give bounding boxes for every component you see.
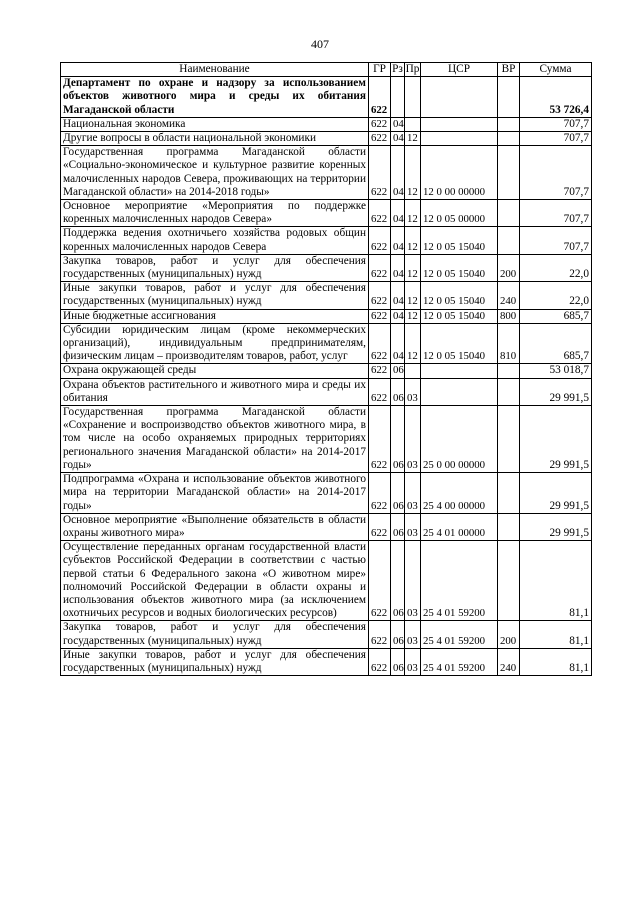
row-vr-code: 240: [498, 648, 520, 675]
row-vr-code: [498, 473, 520, 514]
row-name: Основное мероприятие «Мероприятия по поддержке коренных малочисленных народов Севера»: [61, 200, 369, 227]
row-gr-code: 622: [369, 541, 391, 621]
table-row: [61, 541, 592, 621]
header-vr: ВР: [498, 63, 520, 77]
row-rz-code: [391, 77, 405, 118]
row-amount: 81,1: [520, 648, 592, 675]
table-row: [61, 146, 592, 200]
table-row: [61, 513, 592, 540]
budget-table: [60, 62, 592, 676]
table-row: [61, 621, 592, 648]
row-name: Государственная программа Магаданской области «Сохранение и воспроизводство объектов животного мира, в том числе на особо охраняемых природных территориях регионального значения Магаданской области» на 2014-2017 годы»: [61, 406, 369, 473]
row-name: Осуществление переданных органам государственной власти субъектов Российской Федерации в соответствии с частью первой статьи 6 Федерального закона «О животном мире» полномочий Российской Федерации в области охраны и использования объектов животного мира (за исключением охотничьих ресурсов и водных биологических ресурсов): [61, 541, 369, 621]
table-row: [61, 117, 592, 131]
row-pr-code: 12: [405, 323, 421, 364]
row-rz-code: 04: [391, 254, 405, 281]
row-rz-code: 06: [391, 621, 405, 648]
row-gr-code: 622: [369, 473, 391, 514]
row-vr-code: [498, 541, 520, 621]
row-csr-code: [421, 117, 498, 131]
row-amount: 685,7: [520, 309, 592, 323]
row-gr-code: 622: [369, 323, 391, 364]
row-amount: 29 991,5: [520, 378, 592, 405]
table-row: [61, 309, 592, 323]
header-name: Наименование: [61, 63, 369, 77]
row-vr-code: 810: [498, 323, 520, 364]
row-vr-code: 240: [498, 282, 520, 309]
row-rz-code: 06: [391, 541, 405, 621]
row-name: Охрана окружающей среды: [61, 364, 369, 378]
row-pr-code: 03: [405, 541, 421, 621]
row-csr-code: 12 0 05 15040: [421, 323, 498, 364]
row-csr-code: 25 0 00 00000: [421, 406, 498, 473]
row-vr-code: [498, 378, 520, 405]
row-vr-code: [498, 200, 520, 227]
row-name: Охрана объектов растительного и животного мира и среды их обитания: [61, 378, 369, 405]
row-name: Подпрограмма «Охрана и использование объектов животного мира на территории Магаданской области» на 2014-2017 годы»: [61, 473, 369, 514]
table-row: [61, 406, 592, 473]
header-pr: Пр: [405, 63, 420, 75]
row-rz-code: 06: [391, 364, 405, 378]
row-amount: 53 726,4: [520, 77, 592, 118]
table-body: [61, 77, 592, 676]
row-csr-code: [421, 77, 498, 118]
row-gr-code: 622: [369, 309, 391, 323]
row-csr-code: 12 0 05 00000: [421, 200, 498, 227]
row-name: Закупка товаров, работ и услуг для обеспечения государственных (муниципальных) нужд: [61, 621, 369, 648]
header-rz: Рз: [392, 63, 403, 75]
row-name: Департамент по охране и надзору за использованием объектов животного мира и среды их обитания Магаданской области: [61, 77, 369, 118]
row-pr-code: 03: [405, 513, 421, 540]
row-name: Иные закупки товаров, работ и услуг для обеспечения государственных (муниципальных) нужд: [61, 282, 369, 309]
row-gr-code: 622: [369, 513, 391, 540]
table-row: [61, 364, 592, 378]
table-row: [61, 77, 592, 118]
row-rz-code: 04: [391, 146, 405, 200]
row-gr-code: 622: [369, 132, 391, 146]
row-pr-code: [405, 364, 421, 378]
row-vr-code: 200: [498, 621, 520, 648]
row-gr-code: 622: [369, 77, 391, 118]
row-amount: 29 991,5: [520, 513, 592, 540]
row-pr-code: 12: [405, 282, 421, 309]
row-name: Национальная экономика: [61, 117, 369, 131]
row-pr-code: 12: [405, 254, 421, 281]
row-csr-code: 25 4 01 00000: [421, 513, 498, 540]
table-row: [61, 227, 592, 254]
table-row: [61, 323, 592, 364]
table-row: [61, 282, 592, 309]
row-amount: 81,1: [520, 621, 592, 648]
row-csr-code: [421, 132, 498, 146]
row-amount: 29 991,5: [520, 473, 592, 514]
row-amount: 53 018,7: [520, 364, 592, 378]
row-pr-code: 12: [405, 200, 421, 227]
table-row: [61, 254, 592, 281]
row-rz-code: 04: [391, 117, 405, 131]
row-pr-code: [405, 117, 421, 131]
row-rz-code: 06: [391, 473, 405, 514]
row-csr-code: 12 0 00 00000: [421, 146, 498, 200]
row-gr-code: 622: [369, 378, 391, 405]
row-rz-code: 04: [391, 132, 405, 146]
row-rz-code: 04: [391, 200, 405, 227]
row-name: Поддержка ведения охотничьего хозяйства родовых общин коренных малочисленных народов Севера: [61, 227, 369, 254]
row-amount: 29 991,5: [520, 406, 592, 473]
table-row: [61, 648, 592, 675]
table-row: [61, 132, 592, 146]
row-pr-code: 03: [405, 473, 421, 514]
row-name: Иные закупки товаров, работ и услуг для обеспечения государственных (муниципальных) нужд: [61, 648, 369, 675]
row-gr-code: 622: [369, 254, 391, 281]
row-amount: 707,7: [520, 117, 592, 131]
row-csr-code: 12 0 05 15040: [421, 227, 498, 254]
table-row: [61, 473, 592, 514]
row-pr-code: 03: [405, 406, 421, 473]
table-header-row: [61, 63, 592, 77]
row-gr-code: 622: [369, 200, 391, 227]
row-vr-code: [498, 132, 520, 146]
row-gr-code: 622: [369, 648, 391, 675]
row-name: Иные бюджетные ассигнования: [61, 309, 369, 323]
row-name: Закупка товаров, работ и услуг для обеспечения государственных (муниципальных) нужд: [61, 254, 369, 281]
header-gr: ГР: [369, 63, 391, 77]
page-number: 407: [311, 37, 329, 51]
row-vr-code: [498, 117, 520, 131]
row-amount: 81,1: [520, 541, 592, 621]
row-rz-code: 06: [391, 513, 405, 540]
row-amount: 22,0: [520, 254, 592, 281]
row-csr-code: [421, 364, 498, 378]
row-name: Государственная программа Магаданской области «Социально-экономическое и культурное развитие коренных малочисленных народов Севера, проживающих на территории Магаданской области» на 2014-2018 годы»: [61, 146, 369, 200]
row-pr-code: [405, 77, 421, 118]
row-csr-code: 12 0 05 15040: [421, 254, 498, 281]
row-amount: 685,7: [520, 323, 592, 364]
header-sum: Сумма: [520, 63, 592, 77]
row-vr-code: [498, 513, 520, 540]
row-csr-code: 12 0 05 15040: [421, 309, 498, 323]
row-csr-code: [421, 378, 498, 405]
row-gr-code: 622: [369, 146, 391, 200]
row-csr-code: 12 0 05 15040: [421, 282, 498, 309]
row-gr-code: 622: [369, 117, 391, 131]
row-vr-code: [498, 364, 520, 378]
row-gr-code: 622: [369, 364, 391, 378]
row-rz-code: 06: [391, 406, 405, 473]
row-gr-code: 622: [369, 282, 391, 309]
header-csr: ЦСР: [421, 63, 498, 77]
row-rz-code: 06: [391, 648, 405, 675]
row-pr-code: 03: [405, 621, 421, 648]
row-csr-code: 25 4 01 59200: [421, 541, 498, 621]
row-vr-code: [498, 77, 520, 118]
row-gr-code: 622: [369, 621, 391, 648]
row-vr-code: [498, 406, 520, 473]
row-name: Другие вопросы в области национальной экономики: [61, 132, 369, 146]
row-pr-code: 12: [405, 227, 421, 254]
row-rz-code: 04: [391, 309, 405, 323]
row-pr-code: 03: [405, 648, 421, 675]
row-pr-code: 03: [405, 378, 421, 405]
row-name: Основное мероприятие «Выполнение обязательств в области охраны животного мира»: [61, 513, 369, 540]
table-row: [61, 200, 592, 227]
row-rz-code: 04: [391, 282, 405, 309]
row-gr-code: 622: [369, 227, 391, 254]
row-csr-code: 25 4 01 59200: [421, 621, 498, 648]
row-pr-code: 12: [405, 309, 421, 323]
row-csr-code: 25 4 01 59200: [421, 648, 498, 675]
row-name: Субсидии юридическим лицам (кроме некоммерческих организаций), индивидуальным предпринимателям, физическим лицам – производителям товаров, работ, услуг: [61, 323, 369, 364]
row-amount: 22,0: [520, 282, 592, 309]
row-pr-code: 12: [405, 132, 421, 146]
table-row: [61, 378, 592, 405]
row-vr-code: [498, 227, 520, 254]
row-amount: 707,7: [520, 132, 592, 146]
row-rz-code: 04: [391, 227, 405, 254]
row-vr-code: 200: [498, 254, 520, 281]
row-rz-code: 04: [391, 323, 405, 364]
row-rz-code: 06: [391, 378, 405, 405]
row-amount: 707,7: [520, 227, 592, 254]
row-vr-code: [498, 146, 520, 200]
row-vr-code: 800: [498, 309, 520, 323]
row-pr-code: 12: [405, 146, 421, 200]
row-csr-code: 25 4 00 00000: [421, 473, 498, 514]
row-gr-code: 622: [369, 406, 391, 473]
row-amount: 707,7: [520, 200, 592, 227]
row-amount: 707,7: [520, 146, 592, 200]
